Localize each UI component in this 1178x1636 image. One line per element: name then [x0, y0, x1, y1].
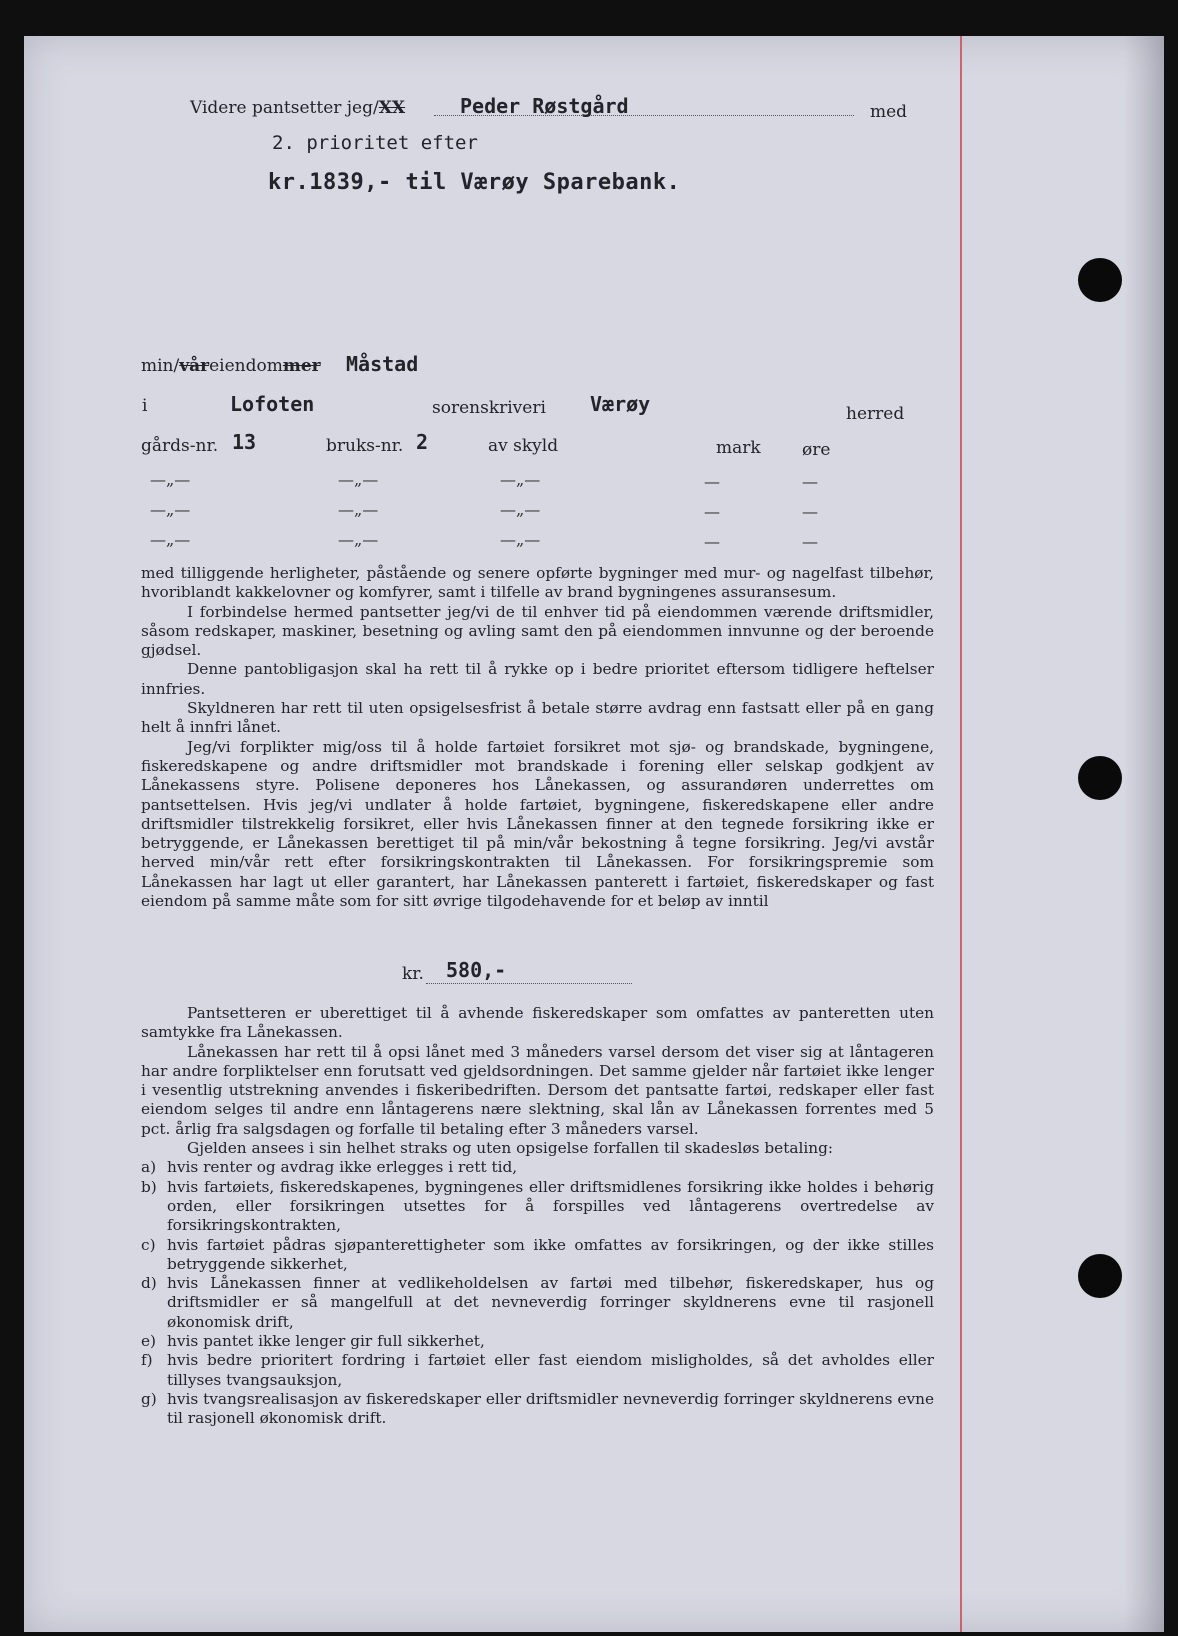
estate-name: Måstad	[346, 352, 419, 376]
punch-hole	[1078, 1254, 1122, 1298]
condition-item: a) hvis renter og avdrag ikke erlegges i rett tid,	[141, 1158, 518, 1177]
header-prefix: Videre pantsetter jeg/XX	[190, 98, 406, 118]
clause-paragraph: Jeg/vi forplikter mig/oss til å holde fartøiet forsikret mot sjø- og brandskade, bygningene, fiskeredskapene og andre driftsmidler mot brandskade i forening eller selskap godkjent av Lånekassens styre. Polisene deponeres hos Lånekassen, og assurandøren underrettes om pantsettelsen. Hvis jeg/vi undlater å holde fartøiet, bygningene, fiskeredskapene eller andre driftsmidler tilstrekkelig forsikret, eller hvis Lånekassen finner at den tegnede forsikring ikke er betryggende, er Lånekassen berettiget til på min/vår bekostning å tegne forsikring. Jeg/vi avstår herved min/vår rett efter forsikringskontrakten til Lånekassen. For forsikringspremie som Lånekassen har lagt ut eller garantert, har Lånekassen panterett i fartøiet, fiskeredskaper og fast eiendom på samme måte som for sitt øvrige tilgodehavende for et beløp av inntil	[141, 737, 934, 911]
condition-item: e) hvis pantet ikke lenger gir full sikkerhet,	[141, 1332, 485, 1351]
gards-nr-value: 13	[232, 430, 257, 454]
header-suffix: med	[870, 102, 908, 122]
priority-line: 2. prioritet efter	[272, 132, 478, 154]
owner-label: min/våreiendommer	[141, 356, 321, 376]
clause-paragraph: Denne pantobligasjon skal ha rett til å rykke op i bedre prioritet eftersom tidligere heftelser innfries.	[141, 660, 934, 698]
bruks-nr-value: 2	[416, 430, 429, 454]
municipality-value: Værøy	[590, 392, 651, 416]
punch-hole	[1078, 258, 1122, 302]
clause-paragraph: Skyldneren har rett til uten opsigelsesfrist å betale større avdrag enn fastsatt eller på en gang helt å innfri lånet.	[141, 699, 934, 737]
limit-label: kr.	[402, 964, 424, 984]
limit-amount: 580,-	[446, 958, 507, 982]
clause-paragraph: Pantsetteren er uberettiget til å avhende fiskeredskaper som omfattes av panteretten uten samtykke fra Lånekassen.	[141, 1004, 934, 1042]
clauses-block-1	[141, 564, 934, 911]
margin-line	[960, 36, 962, 1632]
punch-hole	[1078, 756, 1122, 800]
clause-paragraph: Lånekassen har rett til å opsi lånet med 3 måneders varsel dersom det viser sig at låntageren har andre forpliktelser enn forutsatt ved gjeldsordningen. Det samme gjelder når fartøiet ikke lenger i vesentlig utstrekning anvendes i fiskeribedriften. Dersom det pantsatte fartøi, redskaper eller fast eiendom selges til andre enn låntagerens nære slektning, skal lån av Lånekassen forrentes med 5 pct. årlig fra salgsdagen og forfalle til betaling efter 3 måneders varsel.	[141, 1042, 934, 1138]
condition-item: d) hvis Lånekassen finner at vedlikeholdelsen av fartøi med tilbehør, fiskeredskaper, hus og driftsmidler er så mangelfull at det nevneverdig forringer skyldnerens evne til rasjonell økonomisk drift,	[141, 1274, 934, 1331]
district-value: Lofoten	[230, 392, 315, 416]
condition-item: c) hvis fartøiet pådras sjøpanterettigheter som ikke omfattes av forsikringen, og der ikke stilles betryggende sikkerhet,	[141, 1235, 934, 1273]
clauses-block-2	[141, 1004, 934, 1429]
condition-item: f) hvis bedre prioritert fordring i fartøiet eller fast eiendom misligholdes, så det avholdes eller tillyses tvangsauksjon,	[141, 1351, 934, 1389]
clause-paragraph: I forbindelse hermed pantsetter jeg/vi de til enhver tid på eiendommen værende driftsmidler, såsom redskaper, maskiner, besetning og avling samt den på eiendommen innvunne og der beroende gjødsel.	[141, 602, 934, 660]
condition-item: b) hvis fartøiets, fiskeredskapenes, bygningenes eller driftsmidlenes forsikring ikke holdes i behørig orden, eller forsikringen utsettes for å forspilles ved låntagerens overtredelse av forsikringskontrakten,	[141, 1177, 934, 1235]
clause-paragraph: med tilliggende herligheter, påstående og senere opførte bygninger med mur- og nagelfast tilbehør, hvoriblandt kakkelovner og komfyrer, samt i tilfelle av brand bygningenes assuransesum.	[141, 564, 934, 602]
prior-lien-line: kr.1839,- til Værøy Sparebank.	[268, 170, 681, 195]
clause-paragraph: Gjelden ansees i sin helhet straks og uten opsigelse forfallen til skadesløs betaling:	[187, 1139, 834, 1158]
pledgor-name: Peder Røstgård	[460, 94, 629, 118]
condition-item: g) hvis tvangsrealisasjon av fiskeredskaper eller driftsmidler nevneverdig forringer skyldnerens evne til rasjonell økonomisk drift.	[141, 1389, 934, 1428]
document-page: Videre pantsetter jeg/XX Peder Røstgård med 2. prioritet efter kr.1839,- til Værøy Sparebank. min/våreiendommer Måstad i Lofoten sorenskriveri Værøy herred gårds-nr. 13 bruks-nr. 2 av skyld mark øre —„— —„— —„— — — —„— —„— —„— — — —„— —„— —„— — — med tilliggende herligheter, påstående og senere opførte bygninger med mur- og nagelfast tilbehør, hvoriblandt kakkelovner og komfyrer, samt i tilfelle av brand bygningenes assuransesum. I forbindelse hermed pantsetter jeg/vi de til enhver tid på eiendommen værende driftsmidler, såsom redskaper, maskiner, besetning og avling samt den på eiendommen innvunne og der beroende gjødsel. Denne pantobligasjon skal ha rett til å rykke op i bedre prioritet eftersom tidligere heftelser innfries. Skyldneren har rett til uten opsigelsesfrist å betale større avdrag enn fastsatt eller på en gang helt å innfri lånet. Jeg/vi forplikter mig/oss til å holde fartøiet forsikret mot sjø- og brandskade, bygningene, fiskeredskapene og andre driftsmidler mot brandskade i forening eller selskap godkjent av Lånekassens styre. Polisene deponeres hos Lånekassen, og assurandøren underrettes om pantsettelsen. Hvis jeg/vi undlater å holde fartøiet, bygningene, fiskeredskapene eller andre driftsmidler tilstrekkelig forsikret, eller hvis Lånekassen finner at den tegnede forsikring ikke er betryggende, er Lånekassen berettiget til på min/vår bekostning å tegne forsikring. Jeg/vi avstår herved min/vår rett efter forsikringskontrakten til Lånekassen. For forsikringspremie som Lånekassen har lagt ut eller garantert, har Lånekassen panterett i fartøiet, fiskeredskaper og fast eiendom på samme måte som for sitt øvrige tilgodehavende for et beløp av inntil kr. 580,- Pantsetteren er uberettiget til å avhende fiskeredskaper som omfattes av panteretten uten samtykke fra Lånekassen. Lånekassen har rett til å opsi lånet med 3 måneders varsel dersom det viser sig at låntageren har andre forpliktelser enn forutsatt ved gjeldsordningen. Det samme gjelder når fartøiet ikke lenger i vesentlig utstrekning anvendes i fiskeribedriften. Dersom det pantsatte fartøi, redskaper eller fast eiendom selges til andre enn låntagerens nære slektning, skal lån av Lånekassen forrentes med 5 pct. årlig fra salgsdagen og forfalle til betaling efter 3 måneders varsel. Gjelden ansees i sin helhet straks og uten opsigelse forfallen til skadesløs betaling: a) hvis renter og avdrag ikke erlegges i rett tid, b) hvis fartøiets, fiskeredskapenes, bygningenes eller driftsmidlenes forsikring ikke holdes i behørig orden, eller forsikringen utsettes for å forspilles ved låntagerens overtredelse av forsikringskontrakten, c) hvis fartøiet pådras sjøpanterettigheter som ikke omfattes av forsikringen, og der ikke stilles betryggende sikkerhet, d) hvis Lånekassen finner at vedlikeholdelsen av fartøi med tilbehør, fiskeredskaper, hus og driftsmidler er så mangelfull at det nevneverdig forringer skyldnerens evne til rasjonell økonomisk drift, e) hvis pantet ikke lenger gir full sikkerhet, f) hvis bedre prioritert fordring i fartøiet eller fast eiendom misligholdes, så det avholdes eller tillyses tvangsauksjon, g) hvis tvangsrealisasjon av fiskeredskaper eller driftsmidler nevneverdig forringer skyldnerens evne til rasjonell økonomisk drift.	[24, 36, 1164, 1632]
